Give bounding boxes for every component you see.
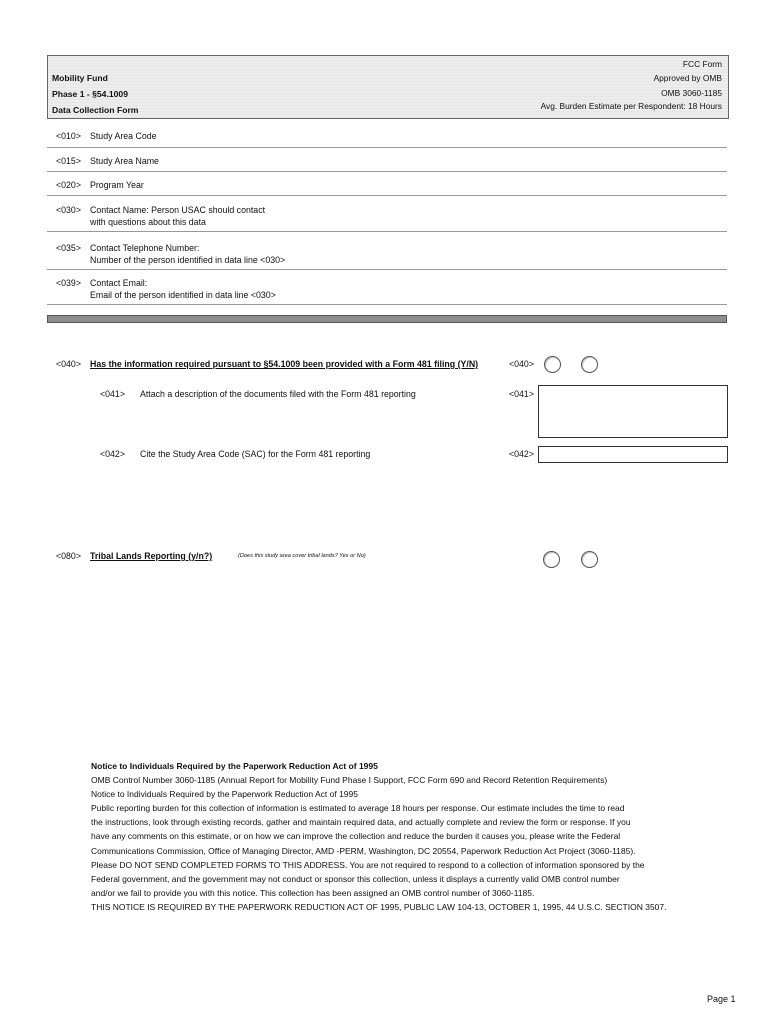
header-phase: Phase 1 - §54.1009 — [52, 89, 128, 99]
page-number: Page 1 — [707, 994, 736, 1004]
q042-code: <042> — [100, 449, 125, 459]
field-sublabel: Number of the person identified in data line <030> — [90, 254, 286, 265]
q080-radio-no[interactable] — [581, 551, 598, 568]
q080-radio-yes[interactable] — [543, 551, 560, 568]
field-label: Program Year — [90, 180, 144, 190]
field-code: <035> — [56, 243, 81, 253]
notice-title: Notice to Individuals Required by the Paperwork Reduction Act of 1995 — [91, 761, 378, 771]
q042-right-code: <042> — [509, 449, 534, 459]
q041-description-box[interactable] — [538, 385, 728, 438]
field-row-program-year[interactable] — [47, 180, 727, 196]
paperwork-notice — [91, 759, 731, 914]
q080-question: Tribal Lands Reporting (y/n?) — [90, 551, 213, 561]
field-code: <039> — [56, 278, 81, 288]
field-label: Study Area Name — [90, 156, 159, 166]
field-sublabel: with questions about this data — [90, 216, 206, 227]
q040-radio-yes[interactable] — [544, 356, 561, 373]
q040-right-code: <040> — [509, 359, 534, 369]
notice-line: Public reporting burden for this collection of information is estimated to average 18 hours per response. Our estimate includes the time to read — [91, 803, 625, 814]
field-row-contact-name[interactable] — [47, 205, 727, 232]
q080-hint: (Does this study area cover tribal lands? Yes or No) — [238, 553, 366, 559]
field-label: Contact Telephone Number: — [90, 243, 200, 253]
header-fcc-form: FCC Form — [682, 59, 722, 69]
field-label: Contact Email: — [90, 278, 148, 288]
header-program: Mobility Fund — [52, 73, 108, 83]
notice-line: Federal government, and the government may not conduct or sponsor this collection, unless it displays a currently valid OMB control number — [91, 873, 620, 884]
field-row-contact-phone[interactable] — [47, 243, 727, 270]
q042-question: Cite the Study Area Code (SAC) for the Form 481 reporting — [140, 449, 371, 459]
header-omb-number: OMB 3060-1185 — [661, 88, 722, 98]
q040-radio-no[interactable] — [581, 356, 598, 373]
field-code: <020> — [56, 180, 81, 190]
notice-line: Communications Commission, Office of Managing Director, AMD -PERM, Washington, DC 20554, Paperwork Reduction Act Project (3060-1185). — [91, 845, 636, 856]
q041-question: Attach a description of the documents filed with the Form 481 reporting — [140, 389, 416, 399]
header-burden: Avg. Burden Estimate per Respondent: 18 Hours — [540, 101, 722, 111]
header-form-name: Data Collection Form — [52, 105, 139, 115]
field-label-block — [90, 205, 265, 228]
field-code: <010> — [56, 131, 81, 141]
field-sublabel: Email of the person identified in data line <030> — [90, 289, 276, 300]
section-divider — [47, 315, 727, 323]
field-code: <015> — [56, 156, 81, 166]
field-label: Study Area Code — [90, 131, 157, 141]
notice-line: THIS NOTICE IS REQUIRED BY THE PAPERWORK REDUCTION ACT OF 1995, PUBLIC LAW 104-13, OCTOBER 1, 1995, 44 U.S.C. SECTION 3507. — [91, 901, 667, 912]
q041-code: <041> — [100, 389, 125, 399]
notice-line: Notice to Individuals Required by the Paperwork Reduction Act of 1995 — [91, 789, 358, 800]
q042-sac-input[interactable] — [538, 446, 728, 463]
q080-code: <080> — [56, 551, 81, 561]
field-label-block — [90, 243, 285, 266]
field-code: <030> — [56, 205, 81, 215]
field-row-contact-email[interactable] — [47, 278, 727, 305]
notice-line: and/or we fail to provide you with this notice. This collection has been assigned an OMB control number of 3060-1185. — [91, 887, 535, 898]
field-label-block — [90, 278, 276, 301]
field-row-study-area-code[interactable] — [47, 131, 727, 148]
q040-code: <040> — [56, 359, 81, 369]
field-row-study-area-name[interactable] — [47, 156, 727, 172]
notice-line: the instructions, look through existing records, gather and maintain required data, and actually complete and review the form or response. If you — [91, 817, 631, 828]
form-header — [47, 55, 729, 119]
notice-line: OMB Control Number 3060-1185 (Annual Report for Mobility Fund Phase I Support, FCC Form 690 and Record Retention Requirements) — [91, 775, 608, 786]
notice-line: Please DO NOT SEND COMPLETED FORMS TO THIS ADDRESS. You are not required to respond to a collection of information sponsored by the — [91, 859, 645, 870]
field-label: Contact Name: Person USAC should contact — [90, 205, 266, 215]
q041-right-code: <041> — [509, 389, 534, 399]
q040-question: Has the information required pursuant to §54.1009 been provided with a Form 481 filing (Y/N) — [90, 359, 479, 369]
notice-line: have any comments on this estimate, or on how we can improve the collection and reduce the burden it causes you, please write the Federal — [91, 831, 621, 842]
header-approved: Approved by OMB — [653, 73, 722, 83]
